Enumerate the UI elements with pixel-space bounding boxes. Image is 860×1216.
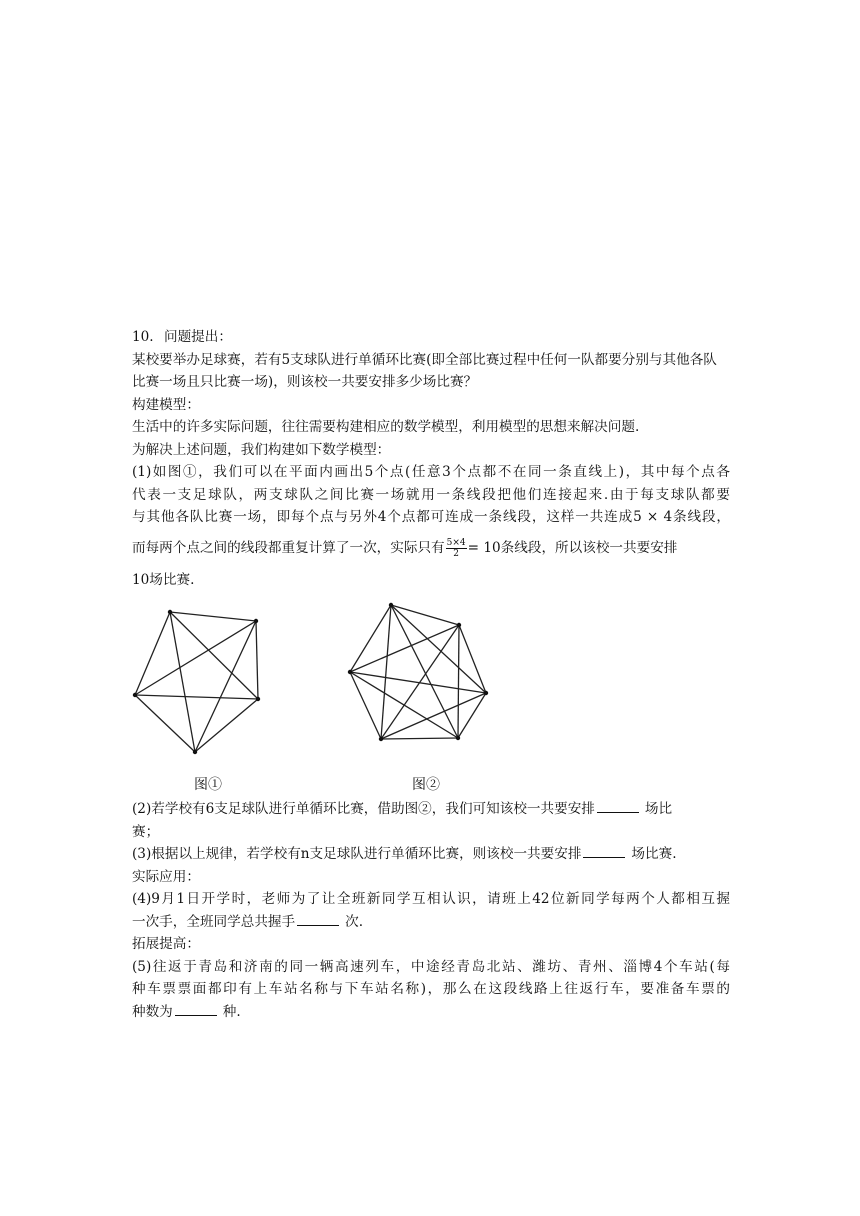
question-number: 10. — [132, 329, 154, 345]
figure-1-edge — [135, 621, 256, 695]
part5-line-a: (5)往返于青岛和济南的同一辆高速列车，中途经青岛北站、潍坊、青州、淄博4个车站(每 — [132, 958, 730, 975]
part4-line-a: (4)9月1日开学时，老师为了让全班新同学互相认识，请班上42位新同学每两个人都相互握 — [132, 891, 730, 907]
part5-line-c: 种数为 种. — [132, 1003, 241, 1020]
answer-blank-2[interactable] — [597, 800, 639, 813]
figure-1-edge — [195, 621, 256, 752]
model-intro: 生活中的许多实际问题，往往需要构建相应的数学模型，利用模型的思想来解决问题. — [132, 419, 640, 435]
answer-blank-4[interactable] — [297, 913, 339, 926]
part3-line: (3)根据以上规律，若学校有n支足球队进行单循环比赛，则该校一共要安排 场比赛. — [132, 846, 677, 862]
figure-2-vertex — [389, 603, 393, 607]
figure-1-vertex — [256, 697, 260, 701]
figure-2-edge — [381, 738, 458, 739]
part1-line-e: 10场比赛. — [132, 572, 195, 588]
answer-blank-5[interactable] — [175, 1003, 217, 1016]
figure-1-vertex — [133, 693, 137, 697]
model-heading: 构建模型： — [132, 396, 200, 413]
part1-line-b: 代表一支足球队，两支球队之间比赛一场就用一条线段把他们连接起来.由于每支球队都要 — [132, 486, 730, 503]
part2-line-a: (2)若学校有6支足球队进行单循环比赛，借助图②，我们可知该校一共要安排 场比 — [132, 801, 673, 817]
figure-1-caption: 图① — [194, 777, 222, 793]
figure-1-edge — [135, 695, 258, 699]
figure-2-vertex — [348, 670, 352, 674]
figure-2-vertex — [456, 736, 460, 740]
figure-2-vertex — [379, 737, 383, 741]
question-heading: 问题提出： — [164, 329, 232, 345]
part2-line-b: 赛； — [132, 823, 160, 840]
figure-2-vertex — [484, 691, 488, 695]
part1-line-a: (1)如图①，我们可以在平面内画出5个点(任意3个点都不在同一条直线上)，其中每个点各 — [132, 464, 730, 480]
figure-1-edge — [135, 612, 170, 695]
extend-heading: 拓展提高： — [132, 936, 200, 952]
answer-blank-3[interactable] — [583, 845, 625, 858]
figure-2-edge — [459, 625, 486, 693]
figure-2-edge — [381, 605, 391, 739]
part5-line-b: 种车票票面都印有上车站名称与下车站名称)，那么在这段线路上往返行车，要准备车票的 — [132, 981, 730, 997]
part4-line-b: 一次手，全班同学总共握手 次. — [132, 913, 364, 930]
part1-line-d: 而每两个点之间的线段都重复计算了一次，实际只有 $\frac{5\times 4}{2}$ = 10条线段，所以该校一共要安排 — [132, 537, 678, 559]
figure-1-vertex — [254, 619, 258, 623]
figure-1-vertex — [193, 750, 197, 754]
part1-line-c: 与其他各队比赛一场，即每个点与另外4个点都可连成一条线段，这样一共连成5 × 4条线段， — [132, 509, 730, 525]
figure-1-edge — [195, 699, 258, 752]
figure-2-edge — [350, 605, 391, 672]
fraction: $\frac{5\times 4}{2}$ — [446, 537, 466, 559]
question-block-2 — [132, 798, 730, 1023]
figure-2-edge — [391, 605, 486, 693]
figure-2-edge — [458, 625, 459, 738]
figure-2-caption: 图② — [412, 777, 440, 793]
model-intro-2: 为解决上述问题，我们构建如下数学模型： — [132, 441, 391, 458]
figure-1-edge — [256, 621, 258, 699]
figure-1-edge — [170, 612, 256, 621]
apply-heading: 实际应用： — [132, 868, 200, 885]
problem-text: 某校要举办足球赛，若有5支球队进行单循环比赛(即全部比赛过程中任何一队都要分别与其他各队比赛一场且只比赛一场)，则该校一共要安排多少场比赛？ — [132, 351, 717, 390]
figure-1-vertex — [168, 610, 172, 614]
figure-2-vertex — [457, 623, 461, 627]
figure-2-edge — [350, 672, 486, 693]
